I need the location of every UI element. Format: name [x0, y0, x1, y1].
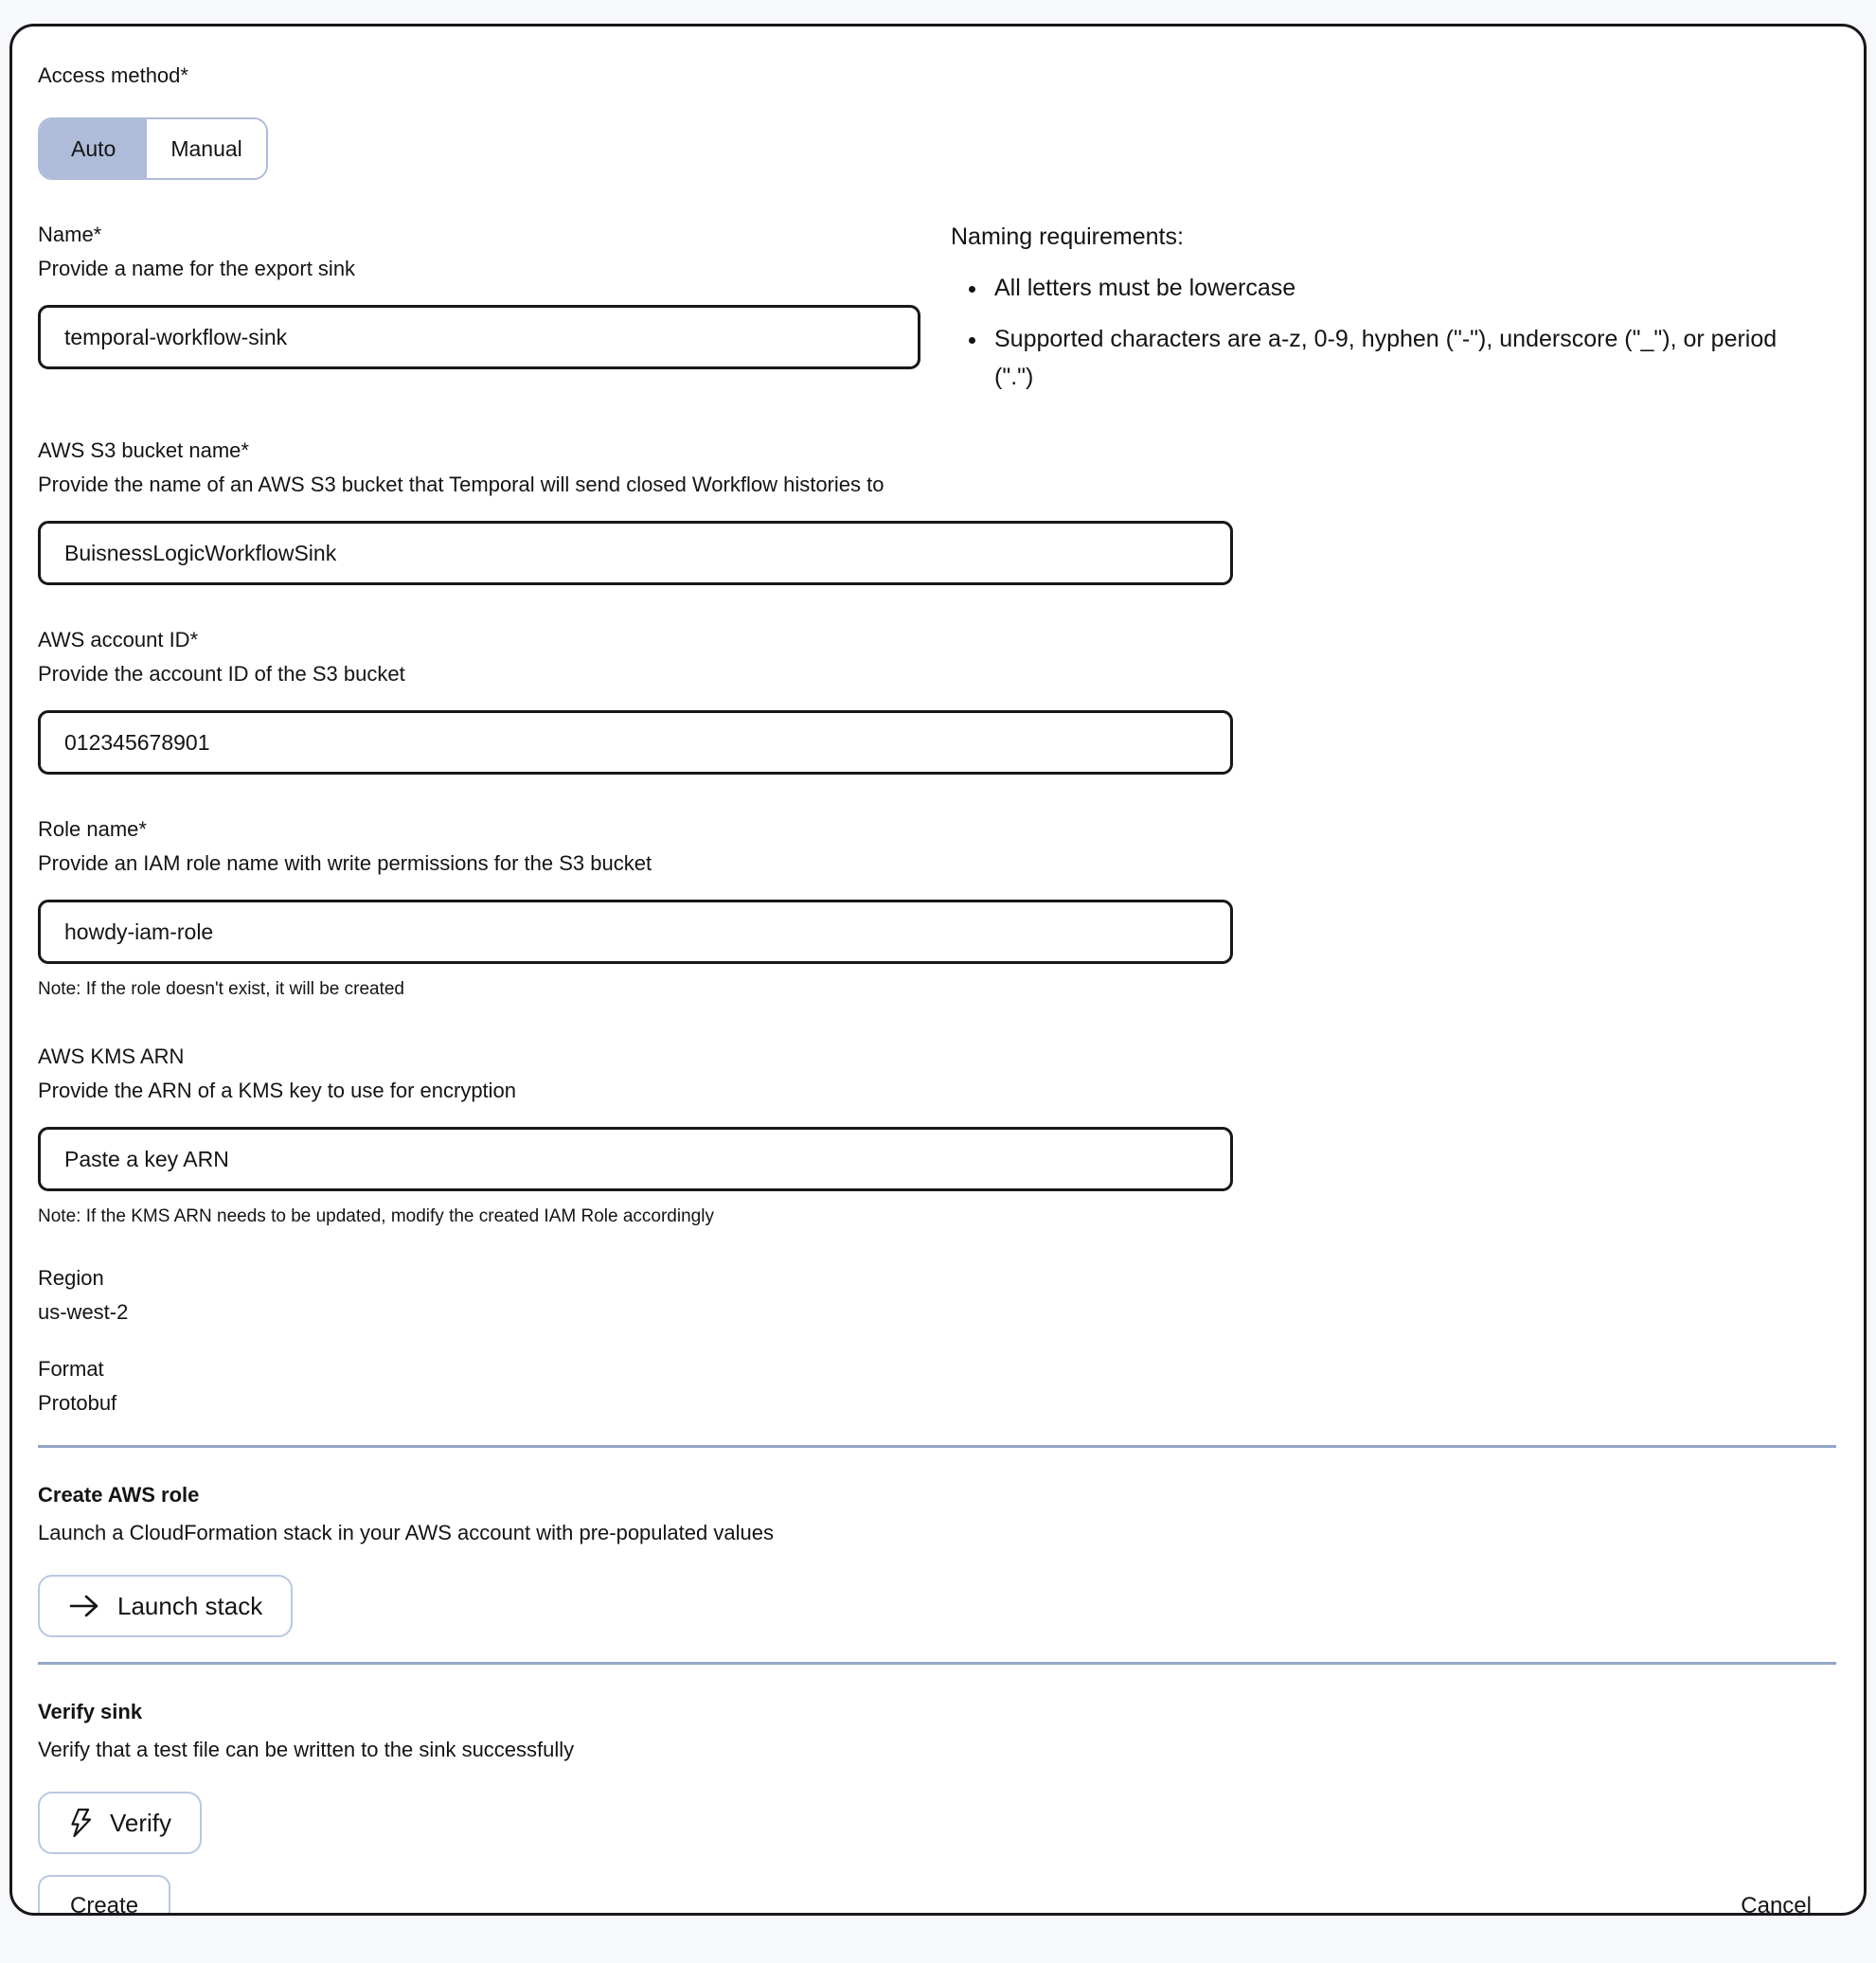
- s3-bucket-field-group: [38, 434, 1836, 585]
- create-aws-role-title: Create AWS role: [38, 1483, 200, 1507]
- create-aws-role-section: [38, 1478, 1836, 1637]
- kms-arn-description: Provide the ARN of a KMS key to use for encryption: [38, 1079, 517, 1102]
- naming-requirements-list: [951, 269, 1794, 396]
- kms-arn-field-group: [38, 1040, 1836, 1229]
- verify-button[interactable]: [38, 1792, 202, 1854]
- launch-stack-button-label: Launch stack: [117, 1591, 263, 1620]
- naming-requirement-item: • Supported characters are a-z, 0-9, hyphen ("-"), underscore ("_"), or period ("."): [989, 320, 1794, 396]
- verify-sink-title: Verify sink: [38, 1700, 143, 1723]
- section-divider: [38, 1662, 1836, 1665]
- create-aws-role-description: Launch a CloudFormation stack in your AWS account with pre-populated values: [38, 1521, 774, 1544]
- kms-arn-input[interactable]: [38, 1127, 1233, 1191]
- region-value: us-west-2: [38, 1300, 129, 1324]
- format-value: Protobuf: [38, 1391, 117, 1415]
- cancel-button[interactable]: Cancel: [1741, 1893, 1812, 1916]
- region-label: Region: [38, 1266, 104, 1290]
- format-readonly-group: [38, 1352, 1836, 1420]
- section-divider: [38, 1445, 1836, 1448]
- name-and-requirements-row: [38, 218, 1836, 396]
- lightning-icon: [68, 1808, 93, 1838]
- arrow-right-icon: [68, 1593, 100, 1619]
- form-footer: [38, 1875, 1836, 1916]
- access-method-option-manual[interactable]: Manual: [147, 119, 265, 178]
- create-button[interactable]: Create: [38, 1875, 170, 1916]
- naming-requirement-item: • All letters must be lowercase: [989, 269, 1794, 307]
- name-description: Provide a name for the export sink: [38, 257, 356, 280]
- s3-bucket-input[interactable]: [38, 521, 1233, 585]
- s3-bucket-description: Provide the name of an AWS S3 bucket that Temporal will send closed Workflow histories to: [38, 473, 884, 496]
- access-method-label: Access method*: [38, 63, 188, 87]
- naming-requirements-title: Naming requirements:: [951, 223, 1184, 250]
- role-name-note: Note: If the role doesn't exist, it will be created: [38, 979, 404, 999]
- role-name-field-group: [38, 812, 1836, 1002]
- account-id-field-group: [38, 623, 1836, 775]
- name-input[interactable]: [38, 305, 920, 369]
- launch-stack-button[interactable]: [38, 1575, 293, 1637]
- role-name-input[interactable]: [38, 900, 1233, 964]
- kms-arn-label: AWS KMS ARN: [38, 1044, 185, 1068]
- role-name-description: Provide an IAM role name with write permissions for the S3 bucket: [38, 851, 652, 875]
- format-label: Format: [38, 1357, 104, 1381]
- account-id-description: Provide the account ID of the S3 bucket: [38, 662, 405, 686]
- role-name-label: Role name*: [38, 817, 147, 841]
- naming-requirements: [951, 218, 1794, 396]
- s3-bucket-label: AWS S3 bucket name*: [38, 438, 249, 462]
- account-id-label: AWS account ID*: [38, 628, 199, 651]
- verify-sink-description: Verify that a test file can be written to the sink successfully: [38, 1738, 575, 1761]
- access-method-toggle: [38, 117, 268, 180]
- verify-button-label: Verify: [110, 1808, 172, 1837]
- account-id-input[interactable]: [38, 710, 1233, 775]
- export-sink-form-card: [9, 24, 1867, 1916]
- region-readonly-group: [38, 1261, 1836, 1329]
- verify-sink-section: [38, 1695, 1836, 1854]
- kms-arn-note: Note: If the KMS ARN needs to be updated, modify the created IAM Role accordingly: [38, 1206, 714, 1226]
- name-label: Name*: [38, 223, 102, 246]
- name-field-group: [38, 218, 920, 396]
- access-method-option-auto[interactable]: Auto: [40, 119, 147, 178]
